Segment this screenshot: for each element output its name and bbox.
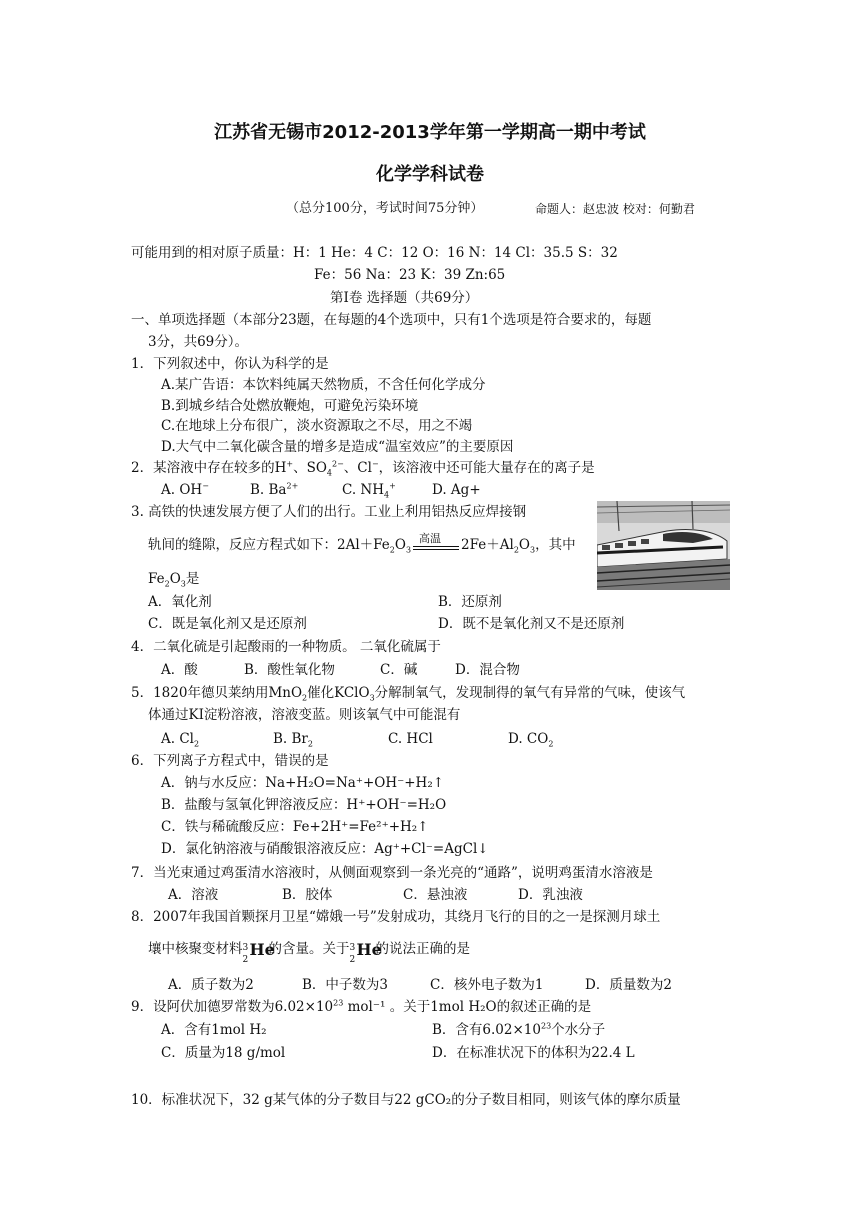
question-8-option-d: D．质量数为2 bbox=[585, 977, 672, 993]
exam-title: 江苏省无锡市2012-2013学年第一学期高一期中考试 bbox=[214, 122, 646, 143]
exam-subtitle: 化学学科试卷 bbox=[376, 164, 484, 185]
question-3-equation: 轨间的缝隙，反应方程式如下：$2Al+Fe_2O_3$ 高温 $2Fe+Al_2O_3$，其中 bbox=[148, 531, 576, 555]
question-5-stem: 5．1820年德贝莱纳用MnO$_2$催化KClO$_3$分解制氧气，发现制得的氧气有异常的气味，使该气 bbox=[131, 685, 686, 703]
question-4-option-a: A．酸 bbox=[161, 662, 198, 678]
question-8-option-c: C．核外电子数为1 bbox=[430, 977, 544, 993]
question-3-option-c: C．既是氧化剂又是还原剂 bbox=[148, 616, 307, 632]
question-3-option-a: A．氧化剂 bbox=[148, 594, 212, 610]
question-6-option-b: B．盐酸与氢氧化钾溶液反应：H⁺+OH⁻=H₂O bbox=[161, 797, 447, 813]
question-9-option-a: A．含有1mol H₂ bbox=[161, 1022, 267, 1038]
question-6-option-c: C．铁与稀硫酸反应：Fe+2H⁺=Fe²⁺+H₂↑ bbox=[161, 819, 429, 835]
exam-authors: 命题人：赵忠波 校对：何勤君 bbox=[535, 202, 695, 216]
helium-3-nuclide: 3 2 He bbox=[242, 939, 275, 965]
question-2-option-d: D. Ag+ bbox=[432, 482, 481, 498]
question-5-option-d: D. $CO_2$ bbox=[508, 731, 554, 749]
question-9-option-b: B．含有$6.02\times 10^{23}$个水分子 bbox=[432, 1021, 606, 1038]
section-1-instructions: 一、单项选择题（本部分23题，在每题的4个选项中，只有1个选项是符合要求的，每题 bbox=[131, 312, 652, 328]
question-3-stem-end: $Fe_2O_3$是 bbox=[148, 571, 200, 589]
question-3-option-b: B．还原剂 bbox=[438, 594, 502, 610]
question-1-option-c: C.在地球上分布很广，淡水资源取之不尽，用之不竭 bbox=[161, 418, 473, 434]
question-7-option-a: A．溶液 bbox=[168, 887, 219, 903]
question-5-stem-cont: 体通过KI淀粉溶液，溶液变蓝。则该氧气中可能混有 bbox=[148, 707, 461, 723]
question-4-option-d: D．混合物 bbox=[455, 662, 520, 678]
question-7-stem: 7．当光束通过鸡蛋清水溶液时，从侧面观察到一条光亮的“通路”，说明鸡蛋清水溶液是 bbox=[131, 865, 653, 881]
helium-3-nuclide: 3 2 He bbox=[349, 939, 382, 965]
question-6-option-d: D．氯化钠溶液与硝酸银溶液反应：Ag⁺+Cl⁻=AgCl↓ bbox=[161, 841, 489, 857]
question-1-option-d: D.大气中二氧化碳含量的增多是造成“温室效应”的主要原因 bbox=[161, 439, 514, 455]
question-7-option-c: C．悬浊液 bbox=[403, 887, 468, 903]
part-1-title: 第Ⅰ卷 选择题（共69分） bbox=[330, 290, 479, 306]
question-9-option-c: C．质量为18 g/mol bbox=[161, 1045, 286, 1061]
exam-meta: （总分100分，考试时间75分钟） bbox=[286, 201, 484, 216]
question-2-option-a: A. OH− bbox=[161, 481, 209, 498]
question-5-option-b: B. $Br_2$ bbox=[273, 731, 313, 749]
question-7-option-b: B．胶体 bbox=[282, 887, 333, 903]
question-9-stem: 9．设阿伏加德罗常数为$6.02\times 10^{23}$ mol⁻¹ 。关于1mol H₂O的叙述正确的是 bbox=[131, 998, 592, 1015]
question-5-option-a: A. $Cl_2$ bbox=[161, 731, 200, 749]
question-8-option-a: A．质子数为2 bbox=[168, 977, 254, 993]
question-1-option-b: B.到城乡结合处燃放鞭炮，可避免污染环境 bbox=[161, 398, 419, 414]
question-5-option-c: C. HCl bbox=[388, 731, 433, 747]
question-8-stem-cont: 壤中核聚变材料 3 2 He 的含量。关于 3 2 He 的说法正确的是 bbox=[148, 939, 470, 965]
question-7-option-d: D．乳浊液 bbox=[518, 887, 583, 903]
question-4-option-c: C．碱 bbox=[380, 662, 418, 678]
question-2-stem: 2．某溶液中存在较多的H+、$SO_4^{2-}$、Cl−，该溶液中还可能大量存在的离子是 bbox=[131, 459, 595, 478]
question-1-option-a: A.某广告语：本饮料纯属天然物质，不含任何化学成分 bbox=[161, 377, 486, 393]
question-2-option-b: B. $Ba^{2+}$ bbox=[250, 481, 299, 498]
question-1-stem: 1．下列叙述中，你认为科学的是 bbox=[131, 356, 329, 372]
atomic-masses-line-2: Fe：56 Na：23 K：39 Zn:65 bbox=[314, 267, 506, 283]
question-8-stem: 8．2007年我国首颗探月卫星“嫦娥一号”发射成功，其绕月飞行的目的之一是探测月球土 bbox=[131, 909, 661, 925]
question-6-stem: 6．下列离子方程式中，错误的是 bbox=[131, 753, 329, 769]
question-6-option-a: A．钠与水反应：Na+H₂O=Na⁺+OH⁻+H₂↑ bbox=[161, 775, 445, 791]
high-speed-train-image bbox=[597, 501, 730, 590]
section-1-instructions-cont: 3分，共69分）。 bbox=[148, 334, 249, 350]
question-9-option-d: D．在标准状况下的体积为22.4 L bbox=[432, 1045, 635, 1061]
atomic-masses-line-1: 可能用到的相对原子质量：H：1 He：4 C：12 O：16 N：14 Cl：35.5 S：32 bbox=[131, 245, 618, 261]
question-8-option-b: B．中子数为3 bbox=[302, 977, 389, 993]
reaction-condition-arrow: 高温 bbox=[411, 537, 461, 555]
question-3-option-d: D．既不是氧化剂又不是还原剂 bbox=[438, 616, 625, 632]
question-4-stem: 4．二氧化硫是引起酸雨的一种物质。 二氧化硫属于 bbox=[131, 639, 441, 655]
question-2-option-c: C. $NH_4^+$ bbox=[342, 481, 396, 500]
question-10-stem: 10．标准状况下，32 g某气体的分子数目与22 gCO₂的分子数目相同，则该气体的摩尔质量 bbox=[131, 1092, 681, 1108]
question-3-stem: 3. 高铁的快速发展方便了人们的出行。工业上利用铝热反应焊接钢 bbox=[131, 504, 527, 520]
question-4-option-b: B．酸性氧化物 bbox=[244, 662, 335, 678]
